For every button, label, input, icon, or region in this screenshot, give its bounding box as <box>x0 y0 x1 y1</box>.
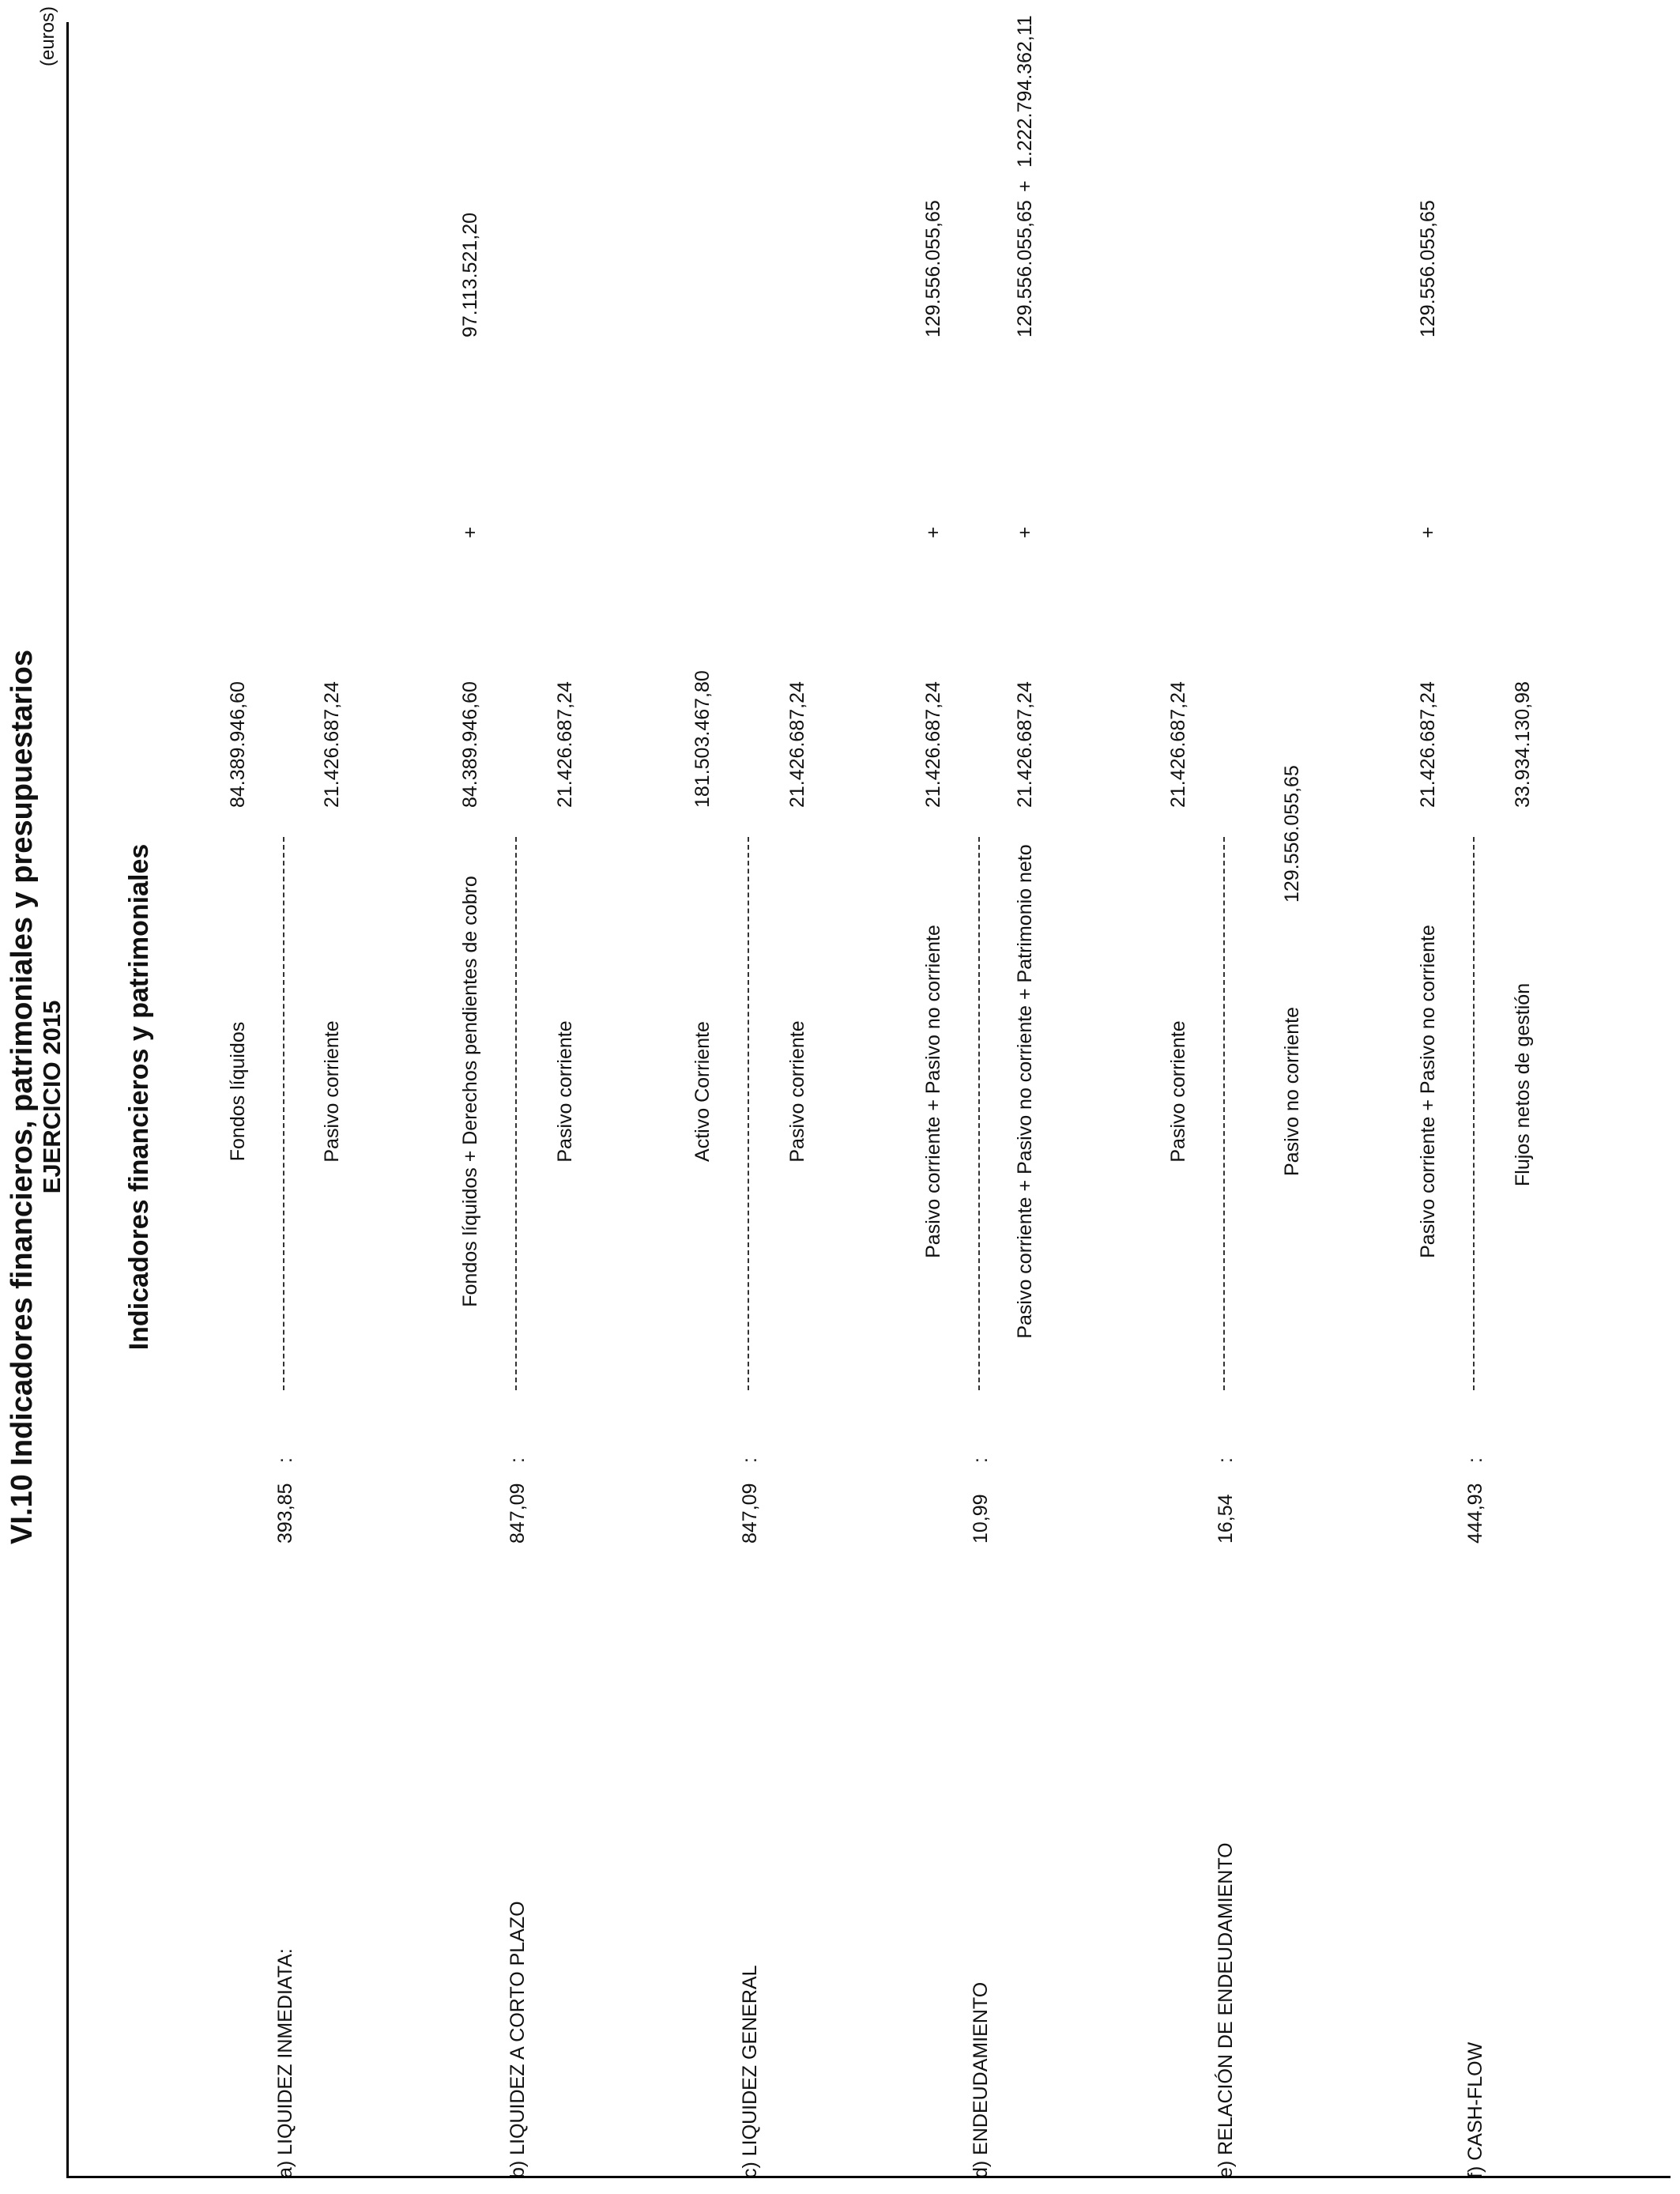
denominator-text: Pasivo corriente <box>786 1020 808 1163</box>
indicator-colon: : <box>274 1457 296 1463</box>
indicator-value: 847,09 <box>739 1483 761 1544</box>
fraction-line <box>748 837 749 1390</box>
indicator-value: 444,93 <box>1464 1483 1486 1544</box>
page-subtitle: EJERCICIO 2015 <box>38 1000 66 1194</box>
indicator-colon: : <box>970 1457 992 1463</box>
units-label: (euros) <box>37 6 58 66</box>
numerator-value-2: 129.556.055,65 <box>922 200 944 337</box>
indicator-value: 10,99 <box>970 1494 992 1544</box>
plus-sign: + <box>1014 526 1036 538</box>
plus-sign: + <box>459 526 481 538</box>
indicator-label: c) LIQUIDEZ GENERAL <box>739 1965 761 2178</box>
indicator-colon: : <box>739 1457 761 1463</box>
left-margin-rule <box>66 2173 1671 2178</box>
denominator-value: 21.426.687,24 <box>554 681 576 808</box>
denominator-text: Pasivo no corriente <box>1281 1007 1303 1177</box>
numerator-value: 21.426.687,24 <box>1417 681 1439 808</box>
denominator-value-2: 129.556.055,65 <box>1014 200 1036 337</box>
denominator-text: Pasivo corriente <box>554 1020 576 1163</box>
plus-sign: + <box>1014 180 1036 192</box>
numerator-text: Pasivo corriente + Pasivo no corriente <box>1417 925 1439 1258</box>
denominator-text: Flujos netos de gestión <box>1512 982 1534 1186</box>
denominator-value: 21.426.687,24 <box>321 681 343 808</box>
fraction-line <box>515 837 517 1390</box>
indicator-label: f) CASH-FLOW <box>1464 2041 1486 2178</box>
numerator-value: 21.426.687,24 <box>922 681 944 808</box>
numerator-text: Pasivo corriente + Pasivo no corriente <box>922 925 944 1258</box>
fraction-line <box>1473 837 1475 1390</box>
fraction-line <box>978 837 980 1390</box>
numerator-value-2: 97.113.521,20 <box>459 212 481 337</box>
fraction-line <box>283 837 284 1390</box>
denominator-value: 33.934.130,98 <box>1512 681 1534 808</box>
numerator-text: Fondos líquidos + Derechos pendientes de cobro <box>459 876 481 1307</box>
indicator-colon: : <box>1215 1457 1237 1463</box>
fraction-line <box>1223 837 1225 1390</box>
page-title: VI.10 Indicadores financieros, patrimoniales y presupuestarios <box>6 650 39 1544</box>
numerator-text: Pasivo corriente <box>1167 1020 1189 1163</box>
denominator-text: Pasivo corriente + Pasivo no corriente + Patrimonio neto <box>1014 844 1036 1339</box>
numerator-value: 21.426.687,24 <box>1167 681 1189 808</box>
numerator-value: 84.389.946,60 <box>227 681 249 808</box>
header-rule <box>66 22 69 2178</box>
indicator-label: a) LIQUIDEZ INMEDIATA: <box>274 1948 296 2178</box>
section-title: Indicadores financieros y patrimoniales <box>124 843 154 1351</box>
plus-sign: + <box>1417 526 1439 538</box>
indicator-colon: : <box>1464 1457 1486 1463</box>
indicator-value: 393,85 <box>274 1483 296 1544</box>
numerator-text: Fondos líquidos <box>227 1021 249 1162</box>
denominator-value: 21.426.687,24 <box>786 681 808 808</box>
indicator-label: e) RELACIÓN DE ENDEUDAMIENTO <box>1215 1842 1237 2178</box>
numerator-value-2: 129.556.055,65 <box>1417 200 1439 337</box>
indicator-colon: : <box>507 1457 529 1463</box>
denominator-text: Pasivo corriente <box>321 1020 343 1163</box>
numerator-value: 84.389.946,60 <box>459 681 481 808</box>
denominator-value: 129.556.055,65 <box>1281 765 1303 903</box>
denominator-value: 21.426.687,24 <box>1014 681 1036 808</box>
indicator-value: 16,54 <box>1215 1494 1237 1544</box>
indicator-label: d) ENDEUDAMIENTO <box>970 1981 992 2178</box>
denominator-value-3: 1.222.794.362,11 <box>1014 15 1036 168</box>
indicator-label: b) LIQUIDEZ A CORTO PLAZO <box>507 1901 529 2178</box>
numerator-value: 181.503.467,80 <box>691 670 714 808</box>
indicator-value: 847,09 <box>507 1483 529 1544</box>
plus-sign: + <box>922 526 944 538</box>
numerator-text: Activo Corriente <box>691 1021 714 1162</box>
